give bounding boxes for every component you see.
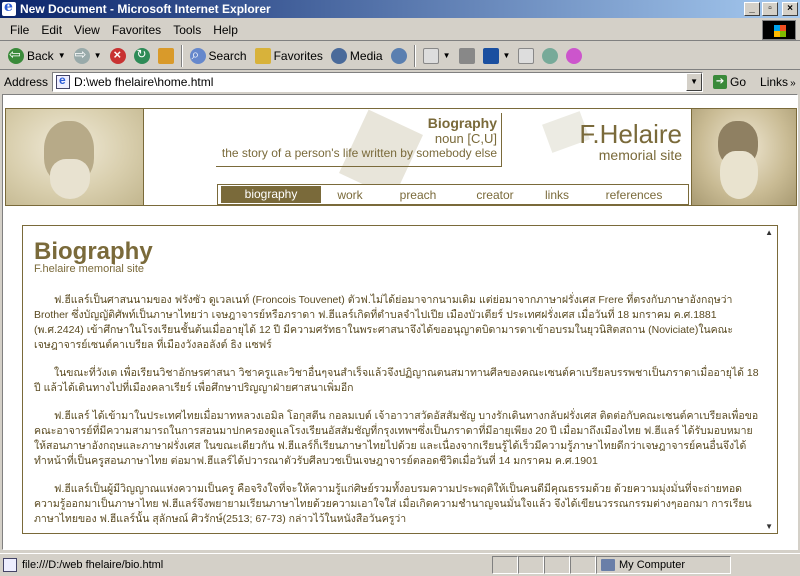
favorites-button[interactable]: [251, 44, 327, 68]
menu-edit[interactable]: Edit: [41, 22, 63, 37]
nav-preach[interactable]: preach: [399, 187, 437, 202]
word-edit-icon: [483, 48, 499, 64]
status-panel: [492, 556, 518, 574]
nav-links[interactable]: links: [544, 187, 569, 202]
stop-button[interactable]: [106, 44, 130, 68]
refresh-button[interactable]: [130, 44, 154, 68]
nav-creator[interactable]: creator: [476, 187, 514, 202]
address-label: Address: [4, 75, 49, 89]
article-paragraph: ฟ.ฮีแลร์ ได้เข้ามาในประเทศไทยเมื่อมาทหลวงเอมิล โอกุสตีน กอลมเบต์ เจ้าอาวาสวัดอัสสัมชัญ บางรักเดินทางกลับฝรั่งเศส ติดต่อกับคณะเซนต์คาเบรียลเพื่อขอคณะอาจารย์ที่มีความสามารถในการสอนมาปกครองดูแลโรงเรียนอัสสัมชัญที่กรุงเทพฯซึ่งเป็นภราดาที่มีอายุเพียง 20 ปี เมื่อมาถึงเมืองไทย ฟ.ฮีแลร์ ได้รับมอบหมายให้สอนภาษาอังกฤษและภาษาฝรั่งเศส ในขณะเดียวกัน ฟ.ฮีแลร์ก็เรียนภาษาไทยไปด้วย และเนื่องจากเรียนรู้ได้เร็วมีความรู้ภาษาไทยดีกว่าเจษฎาจารย์คนอื่นจึงได้ทำหน้าที่เป็นครูสอนภาษาไทย ต่อมาฟ.ฮีแลร์ได้ปวารณาตัวรับศีลบวชเป็นเจษฎาจารย์ตลอดชีวิตเมื่อวันที่ 14 มกราคม ค.ศ.1901: [34, 410, 759, 467]
back-button[interactable]: [4, 44, 70, 68]
page-viewport: [2, 94, 798, 550]
toolbar-separator: [414, 45, 416, 67]
discuss-icon: [518, 48, 534, 64]
refresh-icon: [134, 48, 150, 64]
article-paragraph: ฟ.ฮีแลร์เป็นศาสนนามของ ฟรังซัว ดูเวลเนท์ (Froncois Touvenet) ตัวฟ.ไม่ได้ย่อมาจากนามเดิม แต่ย่อมาจากภาษาฝรั่งเศส Frere ที่ตรงกับภาษาอังกฤษว่า Brother ซึ่งบัญญัติศัพท์เป็นภาษาไทยว่า เจษฎาจารย์หรือภราดา ฟ.ฮีแลร์เกิดที่ตำบลจำไปเปีย เมืองบัวเตียร์ ประเทศฝรั่งเศส เมื่อวันที่ 18 มกราคม ค.ศ.1881 (พ.ศ.2424) เข้าศึกษาในโรงเรียนชั้นต้นเมื่ออายุได้ 12 ปี มีความศรัทธาในพระศาสนาจึงได้ขออนุญาตบิดามารดาเข้าอบรมในยุวนิสิตสถาน (Noviciate)ในคณะเจษฎาจารย์เซนต์คาเบรียล ที่เมืองวังลอลังต์ ธิง แซฟร์: [34, 294, 734, 351]
history-icon: [391, 48, 407, 64]
go-label: Go: [730, 75, 747, 89]
media-label: Media: [349, 48, 383, 63]
definition-pos: noun [C,U]: [434, 131, 497, 146]
article-panel: [22, 225, 778, 534]
scroll-down-icon[interactable]: ▼: [765, 522, 773, 531]
address-bar: [0, 71, 800, 93]
dictionary-definition: [216, 113, 502, 167]
research-button[interactable]: [562, 44, 586, 68]
media-icon: [331, 48, 347, 64]
article-body: [34, 293, 759, 534]
stop-icon: [110, 48, 126, 64]
zone-label: My Computer: [619, 559, 686, 571]
title-bar: [0, 0, 800, 18]
status-text: file:///D:/web fhelaire/bio.html: [22, 559, 164, 571]
menu-bar: [0, 19, 800, 41]
go-arrow-icon: ➔: [713, 75, 727, 89]
minimize-button[interactable]: _: [744, 2, 760, 16]
forward-arrow-icon: [74, 48, 90, 64]
nav-references[interactable]: references: [605, 187, 663, 202]
menu-favorites[interactable]: Favorites: [111, 22, 162, 37]
links-button[interactable]: [760, 75, 796, 89]
mail-dropdown-icon[interactable]: ▼: [442, 51, 451, 60]
definition-word: Biography: [427, 115, 497, 131]
brand-subtitle: memorial site: [598, 147, 682, 163]
home-icon: [158, 48, 174, 64]
article-title: Biography: [34, 238, 153, 265]
page-icon: [56, 75, 70, 89]
mail-icon: [423, 48, 439, 64]
portrait-photo-right: [691, 109, 796, 205]
chevron-right-icon: »: [790, 78, 796, 89]
page-icon: [3, 558, 17, 572]
nav-biography[interactable]: biography: [221, 186, 321, 203]
menu-view[interactable]: View: [74, 22, 100, 37]
menu-help[interactable]: Help: [213, 22, 238, 37]
back-dropdown-icon[interactable]: ▼: [57, 51, 66, 60]
site-banner: [5, 108, 797, 206]
media-button[interactable]: [327, 44, 387, 68]
site-brand: [579, 121, 682, 163]
windows-logo-icon: [762, 20, 796, 40]
computer-icon: [601, 559, 615, 571]
research-icon: [566, 48, 582, 64]
back-arrow-icon: [8, 48, 24, 64]
links-label: Links: [760, 75, 789, 89]
toolbar: [0, 42, 800, 70]
messenger-icon: [542, 48, 558, 64]
address-input[interactable]: [52, 72, 703, 92]
edit-dropdown-icon[interactable]: ▼: [502, 51, 511, 60]
scroll-up-icon[interactable]: ▲: [765, 228, 773, 237]
brand-name: F.Helaire: [579, 119, 682, 149]
discuss-button[interactable]: [514, 44, 538, 68]
definition-text: the story of a person's life written by somebody else: [221, 146, 497, 160]
site-nav: [217, 184, 689, 205]
search-icon: [190, 48, 206, 64]
ie-icon: [2, 2, 16, 16]
messenger-button[interactable]: [538, 44, 562, 68]
portrait-photo-left: [6, 109, 144, 205]
maximize-button[interactable]: ▫: [762, 2, 778, 16]
print-icon: [459, 48, 475, 64]
close-button[interactable]: ×: [782, 2, 798, 16]
menu-tools[interactable]: Tools: [173, 22, 202, 37]
home-button[interactable]: [154, 44, 178, 68]
status-panel: [518, 556, 544, 574]
window-title: New Document - Microsoft Internet Explorer: [20, 2, 271, 16]
mail-button[interactable]: [419, 44, 455, 68]
favorites-icon: [255, 48, 271, 64]
security-zone: [596, 556, 731, 574]
back-label: Back: [27, 48, 54, 63]
go-button[interactable]: [713, 75, 746, 89]
status-panel: [544, 556, 570, 574]
print-button[interactable]: [455, 44, 479, 68]
address-url: D:\web fhelaire\home.html: [74, 75, 214, 89]
article-paragraph: ในขณะที่วังเต เพื่อเรียนวิชาอักษรศาสนา วิชาครูและวิชาอื่นๆจนสำเร็จแล้วจึงปฏิญาณตนสมาทานศีลของคณะเซนต์คาเบรียลบรรพชาเป็นภราดาเมื่ออายุได้ 18 ปี แล้วได้เดินทางไปที่เมืองคลาเรียร์ เพื่อศึกษาปริญญาฝ่ายศาสนาเพิ่มอีก: [34, 367, 759, 394]
status-bar: [0, 553, 800, 576]
toolbar-separator: [181, 45, 183, 67]
forward-button[interactable]: [70, 44, 106, 68]
edit-button[interactable]: [479, 44, 515, 68]
favorites-label: Favorites: [273, 48, 323, 63]
history-button[interactable]: [387, 44, 411, 68]
search-button[interactable]: [186, 44, 251, 68]
search-label: Search: [208, 48, 247, 63]
address-dropdown-icon[interactable]: ▼: [686, 73, 702, 91]
article-subtitle: F.helaire memorial site: [34, 263, 145, 275]
menu-file[interactable]: File: [10, 22, 30, 37]
article-paragraph: ฟ.ฮีแลร์เป็นผู้มีวิญญาณแห่งความเป็นครู คือจริงใจที่จะให้ความรู้แก่ศิษย์รวมทั้งอบรมความประพฤติให้เป็นคนดีมีคุณธรรมด้วย ด้วยความมุ่งมั่นที่จะถ่ายทอดความรู้ออกมาเป็นภาษาไทย ฟ.ฮีแลร์จึงพยายามเรียนภาษาไทยด้วยความเอาใจใส่ เมื่อเกิดความชำนาญจนมั่นใจแล้ว จึงได้เขียนวรรณกรรมต่างๆออกมา การเรียนภาษาไทยของ ฟ.ฮีแลร์นั้น สุลักษณ์ ศิวรักษ์(2513; 67-73) กล่าวไว้ในหนังสือวันครูว่า: [34, 483, 752, 525]
nav-work[interactable]: work: [337, 187, 363, 202]
forward-dropdown-icon[interactable]: ▼: [93, 51, 102, 60]
status-panel: [570, 556, 596, 574]
